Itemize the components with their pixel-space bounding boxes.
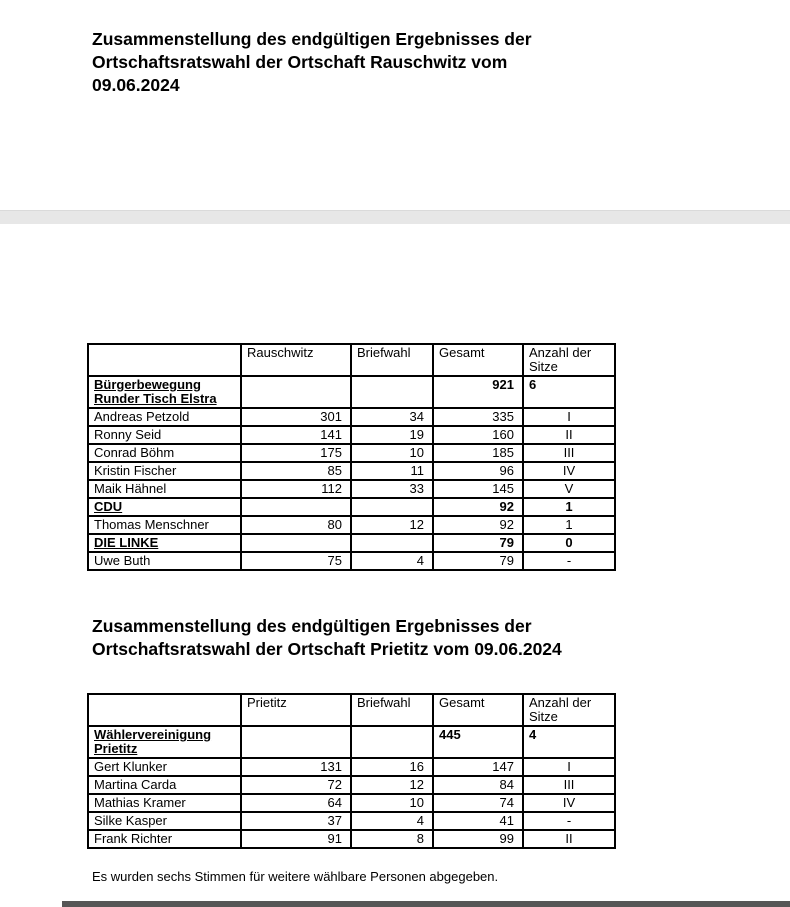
briefwahl-votes-cell: 16: [351, 758, 433, 776]
local-votes-cell: 85: [241, 462, 351, 480]
gesamt-votes-cell: 445: [433, 726, 523, 758]
col-header-local-votes: Prietitz: [241, 694, 351, 726]
local-votes-cell: 91: [241, 830, 351, 848]
candidate-row: [88, 776, 615, 794]
col-header-gesamt-votes: Gesamt: [433, 694, 523, 726]
name-cell: Kristin Fischer: [88, 462, 241, 480]
gesamt-votes-cell: 92: [433, 498, 523, 516]
briefwahl-votes-cell: 19: [351, 426, 433, 444]
gesamt-votes-cell: 96: [433, 462, 523, 480]
candidate-row: [88, 408, 615, 426]
name-cell: Conrad Böhm: [88, 444, 241, 462]
local-votes-cell: 75: [241, 552, 351, 570]
seats-cell: V: [523, 480, 615, 498]
local-votes-cell: 175: [241, 444, 351, 462]
candidate-row: [88, 552, 615, 570]
local-votes-cell: [241, 376, 351, 408]
gesamt-votes-cell: 160: [433, 426, 523, 444]
results-table-prietitz: [87, 693, 616, 849]
col-header-name: [88, 694, 241, 726]
local-votes-cell: 301: [241, 408, 351, 426]
col-header-briefwahl-votes: Briefwahl: [351, 694, 433, 726]
name-cell: Gert Klunker: [88, 758, 241, 776]
results-table-rauschwitz: [87, 343, 616, 571]
name-cell: Frank Richter: [88, 830, 241, 848]
name-cell: Ronny Seid: [88, 426, 241, 444]
col-header-local-votes: Rauschwitz: [241, 344, 351, 376]
footnote-text: Es wurden sechs Stimmen für weitere wählbare Personen abgegeben.: [92, 869, 499, 884]
seats-cell: 0: [523, 534, 615, 552]
local-votes-cell: [241, 726, 351, 758]
party-row: [88, 498, 615, 516]
seats-cell: -: [523, 552, 615, 570]
local-votes-cell: [241, 534, 351, 552]
name-cell: CDU: [88, 498, 241, 516]
local-votes-cell: [241, 498, 351, 516]
col-header-name: [88, 344, 241, 376]
briefwahl-votes-cell: [351, 534, 433, 552]
gesamt-votes-cell: 145: [433, 480, 523, 498]
candidate-row: [88, 444, 615, 462]
local-votes-cell: 80: [241, 516, 351, 534]
seats-cell: II: [523, 830, 615, 848]
gesamt-votes-cell: 84: [433, 776, 523, 794]
candidate-row: [88, 794, 615, 812]
briefwahl-votes-cell: [351, 498, 433, 516]
briefwahl-votes-cell: 10: [351, 444, 433, 462]
gesamt-votes-cell: 335: [433, 408, 523, 426]
briefwahl-votes-cell: 4: [351, 552, 433, 570]
heading-prietitz: [92, 615, 562, 661]
name-cell: Bürgerbewegung Runder Tisch Elstra: [88, 376, 241, 408]
briefwahl-votes-cell: [351, 376, 433, 408]
seats-cell: III: [523, 776, 615, 794]
candidate-row: [88, 830, 615, 848]
heading-line: Zusammenstellung des endgültigen Ergebnisses der: [92, 29, 532, 49]
gesamt-votes-cell: 79: [433, 552, 523, 570]
party-row: [88, 534, 615, 552]
heading-line: Ortschaftsratswahl der Ortschaft Prietitz vom 09.06.2024: [92, 639, 562, 659]
seats-cell: I: [523, 758, 615, 776]
seats-cell: IV: [523, 462, 615, 480]
candidate-row: [88, 426, 615, 444]
seats-cell: IV: [523, 794, 615, 812]
seats-cell: -: [523, 812, 615, 830]
briefwahl-votes-cell: 12: [351, 516, 433, 534]
header-row: [88, 694, 615, 726]
briefwahl-votes-cell: 11: [351, 462, 433, 480]
local-votes-cell: 37: [241, 812, 351, 830]
gesamt-votes-cell: 74: [433, 794, 523, 812]
name-cell: Thomas Menschner: [88, 516, 241, 534]
seats-cell: 4: [523, 726, 615, 758]
name-cell: Wählervereinigung Prietitz: [88, 726, 241, 758]
party-row: [88, 376, 615, 408]
candidate-row: [88, 480, 615, 498]
heading-line: Zusammenstellung des endgültigen Ergebnisses der: [92, 616, 532, 636]
candidate-row: [88, 516, 615, 534]
candidate-row: [88, 462, 615, 480]
gesamt-votes-cell: 92: [433, 516, 523, 534]
col-header-briefwahl-votes: Briefwahl: [351, 344, 433, 376]
page-separator-bar: [0, 210, 790, 224]
briefwahl-votes-cell: 4: [351, 812, 433, 830]
local-votes-cell: 64: [241, 794, 351, 812]
col-header-gesamt-votes: Gesamt: [433, 344, 523, 376]
briefwahl-votes-cell: [351, 726, 433, 758]
seats-cell: II: [523, 426, 615, 444]
header-row: [88, 344, 615, 376]
name-cell: Maik Hähnel: [88, 480, 241, 498]
seats-cell: 1: [523, 516, 615, 534]
col-header-seats: Anzahl der Sitze: [523, 344, 615, 376]
col-header-seats: Anzahl der Sitze: [523, 694, 615, 726]
briefwahl-votes-cell: 33: [351, 480, 433, 498]
gesamt-votes-cell: 185: [433, 444, 523, 462]
local-votes-cell: 141: [241, 426, 351, 444]
gesamt-votes-cell: 41: [433, 812, 523, 830]
briefwahl-votes-cell: 10: [351, 794, 433, 812]
gesamt-votes-cell: 99: [433, 830, 523, 848]
name-cell: Mathias Kramer: [88, 794, 241, 812]
seats-cell: III: [523, 444, 615, 462]
seats-cell: 6: [523, 376, 615, 408]
candidate-row: [88, 812, 615, 830]
party-row: [88, 726, 615, 758]
briefwahl-votes-cell: 34: [351, 408, 433, 426]
gesamt-votes-cell: 147: [433, 758, 523, 776]
seats-cell: I: [523, 408, 615, 426]
gesamt-votes-cell: 921: [433, 376, 523, 408]
briefwahl-votes-cell: 8: [351, 830, 433, 848]
local-votes-cell: 72: [241, 776, 351, 794]
heading-rauschwitz: [92, 28, 532, 97]
local-votes-cell: 112: [241, 480, 351, 498]
gesamt-votes-cell: 79: [433, 534, 523, 552]
local-votes-cell: 131: [241, 758, 351, 776]
bottom-dark-bar: [62, 901, 790, 907]
name-cell: Silke Kasper: [88, 812, 241, 830]
name-cell: Martina Carda: [88, 776, 241, 794]
seats-cell: 1: [523, 498, 615, 516]
name-cell: DIE LINKE: [88, 534, 241, 552]
name-cell: Uwe Buth: [88, 552, 241, 570]
name-cell: Andreas Petzold: [88, 408, 241, 426]
candidate-row: [88, 758, 615, 776]
heading-line: 09.06.2024: [92, 75, 180, 95]
briefwahl-votes-cell: 12: [351, 776, 433, 794]
heading-line: Ortschaftsratswahl der Ortschaft Rauschwitz vom: [92, 52, 508, 72]
